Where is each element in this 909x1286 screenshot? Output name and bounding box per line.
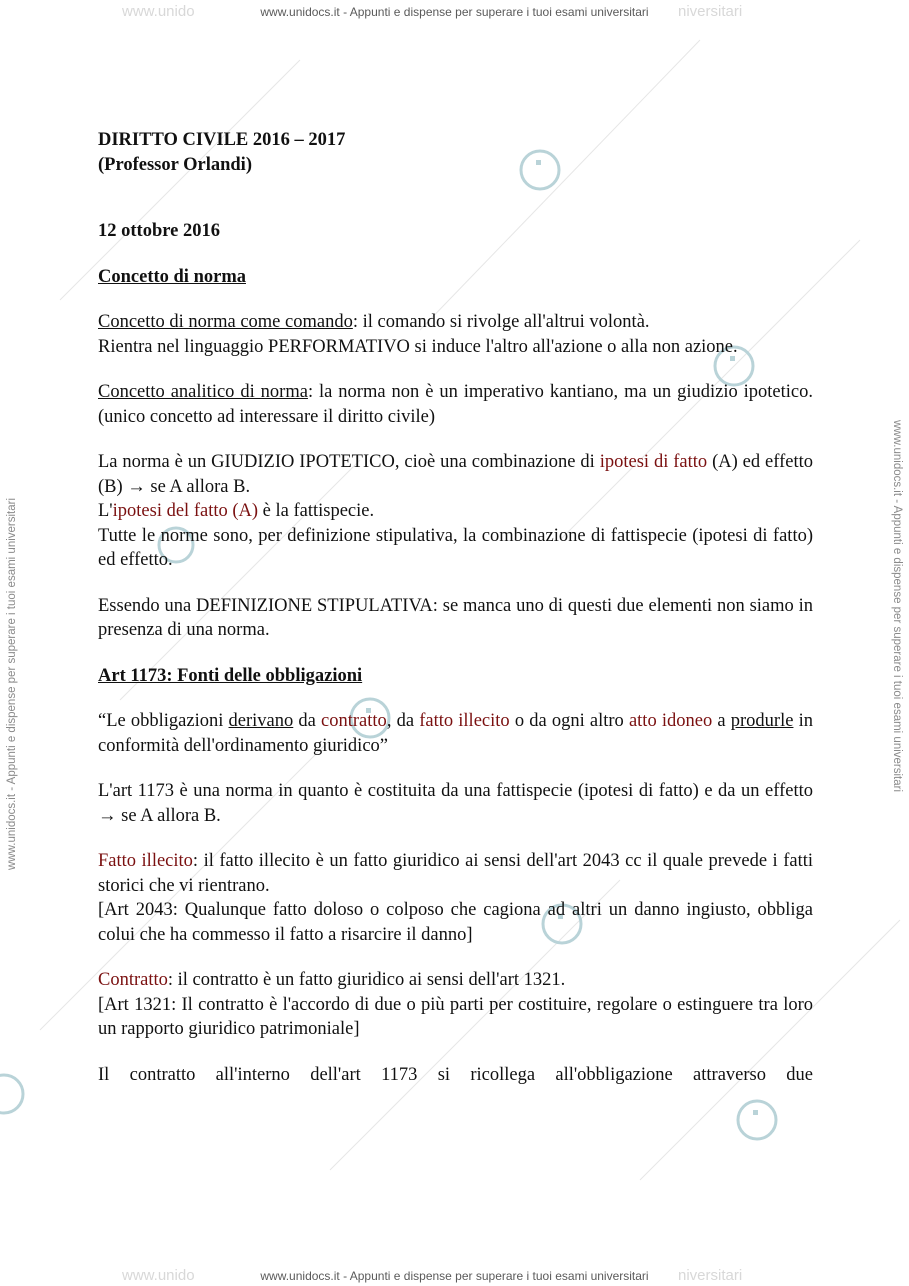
ghost-watermark-bottom-left: www.unido	[122, 1267, 195, 1284]
text: Rientra nel linguaggio PERFORMATIVO si induce l'altro all'azione o alla non azione.	[98, 336, 738, 357]
text: o da ogni altro	[509, 711, 629, 731]
term-ipotesi-fatto: ipotesi di fatto	[599, 452, 708, 472]
paragraph-fatto-illecito	[98, 849, 813, 947]
term-norma-analitico: Concetto analitico di norma	[98, 382, 308, 402]
doc-date: 12 ottobre 2016	[98, 221, 220, 241]
ghost-watermark-right: niversitari	[678, 3, 743, 20]
ghost-watermark-left: www.unido	[122, 3, 195, 20]
text: Tutte le norme sono, per definizione stipulativa, la combinazione di fattispecie (ipotesi di fatto) ed effetto.	[98, 525, 813, 570]
term-atto-idoneo: atto idoneo	[628, 711, 713, 731]
quote-art1173	[98, 709, 813, 758]
paragraph-norma-analitico	[98, 380, 813, 429]
paragraph-norma-comando	[98, 310, 813, 359]
ghost-watermark-bottom-right: niversitari	[678, 1267, 743, 1284]
text: in conformità dell'ordinamento giuridico”	[98, 711, 813, 756]
paragraph-art1173-norma: L'art 1173 è una norma in quanto è costituita da una fattispecie (ipotesi di fatto) e da un effetto → se A allora B.	[98, 781, 813, 826]
text: a	[712, 711, 731, 731]
paragraph-contratto-obbligazione: Il contratto all'interno dell'art 1173 si ricollega all'obbligazione attraverso due	[98, 1064, 813, 1085]
text: : il fatto illecito è un fatto giuridico ai sensi dell'art 2043 cc il quale prevede i fatti storici che vi rientrano.	[98, 851, 813, 896]
term-fatto-illecito: fatto illecito	[419, 711, 510, 731]
text: è la fattispecie.	[258, 501, 375, 521]
watermark-right: www.unidocs.it - Appunti e dispense per superare i tuoi esami universitari	[891, 420, 903, 793]
term-norma-comando: Concetto di norma come comando	[98, 312, 353, 332]
text: (A) ed effetto (B) → se A allora B.	[98, 452, 813, 497]
doc-title: DIRITTO CIVILE 2016 – 2017	[98, 130, 346, 150]
watermark-left: www.unidocs.it - Appunti e dispense per superare i tuoi esami universitari	[6, 497, 18, 870]
term-produrle: produrle	[730, 711, 794, 731]
doc-subtitle: (Professor Orlandi)	[98, 154, 252, 175]
watermark-top: www.unidocs.it - Appunti e dispense per superare i tuoi esami universitari	[260, 5, 649, 19]
section-heading-art1173: Art 1173: Fonti delle obbligazioni	[98, 665, 363, 686]
text: da	[293, 711, 322, 731]
text: : il comando si rivolge all'altrui volontà.	[352, 312, 650, 332]
text: [Art 2043: Qualunque fatto doloso o colposo che cagiona ad altri un danno ingiusto, obbliga colui che ha commesso il fatto a risarcire il danno]	[98, 900, 813, 945]
section-heading-concetto: Concetto di norma	[98, 266, 246, 287]
text: : il contratto è un fatto giuridico ai sensi dell'art 1321.	[167, 970, 566, 990]
term-contratto: contratto	[321, 711, 387, 731]
document-body	[98, 128, 813, 1087]
term-contratto-label: Contratto	[98, 970, 168, 990]
term-fatto-illecito-label: Fatto illecito	[98, 851, 193, 871]
text: L'	[98, 501, 113, 521]
text: La norma è un GIUDIZIO IPOTETICO, cioè una combinazione di	[98, 452, 600, 472]
term-derivano: derivano	[228, 711, 294, 731]
text: , da	[386, 711, 420, 731]
text: “Le obbligazioni	[98, 711, 229, 731]
paragraph-definizione-stipulativa: Essendo una DEFINIZIONE STIPULATIVA: se manca uno di questi due elementi non siamo in presenza di una norma.	[98, 595, 813, 640]
text: [Art 1321: Il contratto è l'accordo di due o più parti per costituire, regolare o estinguere tra loro un rapporto giuridico patrimoniale]	[98, 994, 813, 1039]
paragraph-contratto	[98, 968, 813, 1042]
text: : la norma non è un imperativo kantiano, ma un giudizio ipotetico. (unico concetto ad interessare il diritto civile)	[98, 382, 814, 427]
watermark-bottom: www.unidocs.it - Appunti e dispense per superare i tuoi esami universitari	[260, 1269, 649, 1283]
term-ipotesi-del-fatto: ipotesi del fatto (A)	[112, 501, 259, 521]
paragraph-giudizio-ipotetico	[98, 450, 813, 573]
